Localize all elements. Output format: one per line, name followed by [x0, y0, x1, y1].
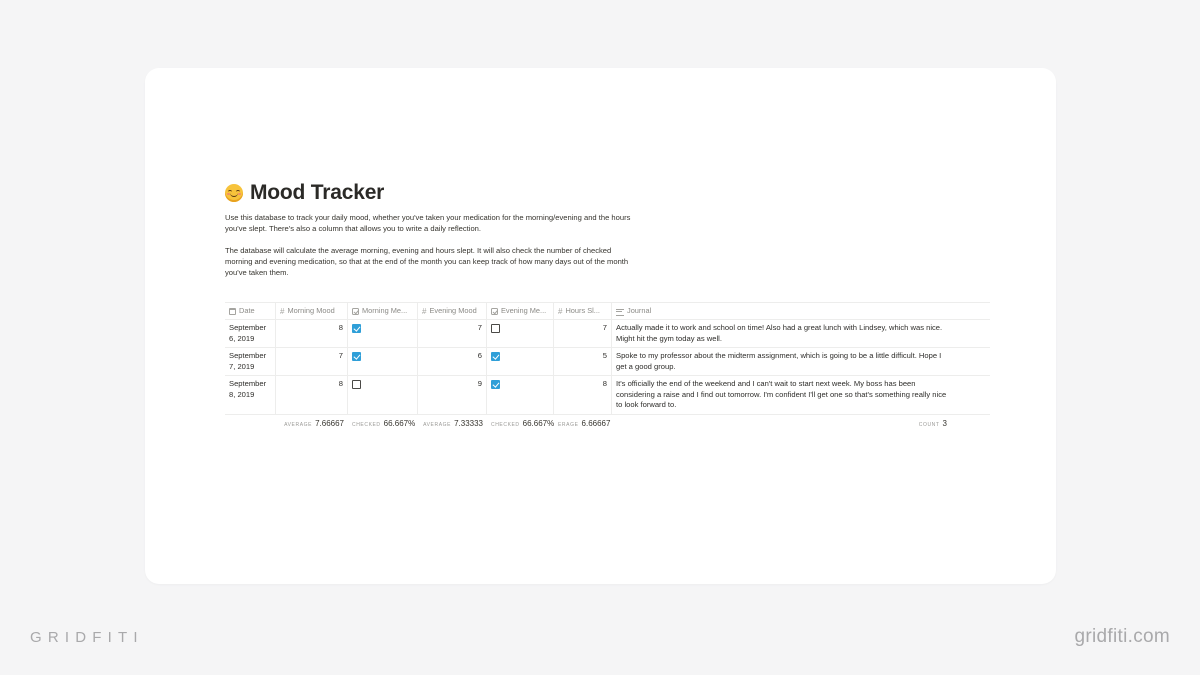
- column-label: Date: [239, 305, 255, 315]
- page-description[interactable]: [225, 212, 635, 278]
- table-row[interactable]: [225, 320, 990, 348]
- column-label: Morning Me...: [362, 305, 408, 315]
- morning-med-checkbox[interactable]: [352, 380, 361, 389]
- database-table: [225, 302, 990, 431]
- journal-text: Actually made it to work and school on time! Also had a great lunch with Lindsey, which was nice. Might hit the gym today as well.: [616, 323, 943, 343]
- calc-label: CHECKED: [352, 421, 381, 428]
- column-label: Evening Me...: [501, 305, 547, 315]
- morning-med-cell: [348, 348, 418, 375]
- column-header-evening-mood[interactable]: [418, 303, 487, 319]
- journal-cell[interactable]: [612, 376, 990, 414]
- evening-med-cell: [487, 376, 554, 414]
- column-header-hours-slept[interactable]: [554, 303, 612, 319]
- morning-mood-cell[interactable]: 7: [276, 348, 348, 375]
- emoji-mouth: [230, 193, 238, 197]
- footer-evening-med[interactable]: [487, 419, 554, 428]
- evening-mood-cell[interactable]: 6: [418, 348, 487, 375]
- column-header-journal[interactable]: [612, 303, 990, 319]
- column-label: Evening Mood: [429, 305, 477, 315]
- date-cell[interactable]: September 6, 2019: [225, 320, 276, 347]
- evening-med-cell: [487, 348, 554, 375]
- hash-icon: #: [558, 306, 563, 316]
- description-paragraph[interactable]: Use this database to track your daily mood, whether you've taken your medication for the morning/evening and the hours you've slept. There's also a column that allows you to write a daily reflection.: [225, 213, 631, 233]
- morning-mood-cell[interactable]: 8: [276, 320, 348, 347]
- hash-icon: #: [422, 306, 427, 316]
- checkbox-icon: [491, 308, 498, 315]
- evening-med-checkbox[interactable]: [491, 324, 500, 333]
- table-row[interactable]: [225, 376, 990, 415]
- brand-wordmark: GRIDFITI: [30, 629, 144, 646]
- emoji-cheek: [238, 193, 241, 195]
- column-header-morning-medication[interactable]: [348, 303, 418, 319]
- column-label: Morning Mood: [287, 305, 335, 315]
- date-cell[interactable]: September 7, 2019: [225, 348, 276, 375]
- journal-text: It's officially the end of the weekend and I can't wait to start next week. My boss has been considering a raise and I find out tomorrow. I'm confident I'll get one so that's something really nice to look forward to.: [616, 379, 947, 409]
- smiling-face-icon[interactable]: [225, 184, 243, 202]
- table-row[interactable]: [225, 348, 990, 376]
- hours-slept-cell[interactable]: 8: [554, 376, 612, 414]
- morning-med-checkbox[interactable]: [352, 324, 361, 333]
- hours-slept-cell[interactable]: 7: [554, 320, 612, 347]
- notion-page: [225, 181, 990, 428]
- calc-value: 6.66667: [581, 418, 611, 428]
- journal-text: Spoke to my professor about the midterm assignment, which is going to be a little difficult. Hope I get a good group.: [616, 351, 942, 371]
- page-title[interactable]: Mood Tracker: [250, 181, 385, 204]
- column-header-morning-mood[interactable]: [276, 303, 348, 319]
- calc-label: AVERAGE: [423, 421, 452, 428]
- journal-cell[interactable]: [612, 348, 990, 375]
- morning-med-cell: [348, 320, 418, 347]
- calc-label: CHECKED: [491, 421, 520, 428]
- calendar-icon: [229, 308, 236, 315]
- hours-slept-cell[interactable]: 5: [554, 348, 612, 375]
- calc-value: 66.667%: [522, 418, 554, 428]
- date-cell[interactable]: September 8, 2019: [225, 376, 276, 414]
- calc-value: 7.66667: [315, 418, 344, 428]
- brand-url: gridfiti.com: [1074, 626, 1170, 647]
- table-body: [225, 320, 990, 415]
- column-label: Hours Sl...: [565, 305, 600, 315]
- evening-med-checkbox[interactable]: [491, 380, 500, 389]
- footer-morning-med[interactable]: [348, 419, 418, 428]
- calc-label: ERAGE: [558, 421, 579, 428]
- evening-med-cell: [487, 320, 554, 347]
- morning-med-cell: [348, 376, 418, 414]
- column-header-date[interactable]: [225, 303, 276, 319]
- morning-med-checkbox[interactable]: [352, 352, 361, 361]
- description-paragraph[interactable]: The database will calculate the average morning, evening and hours slept. It will also check the number of checked morning and evening medication, so that at the end of the month you can keep track of how many days out of the month you've taken them.: [225, 246, 629, 277]
- calc-label: AVERAGE: [284, 421, 313, 428]
- text-icon: [616, 308, 624, 315]
- evening-mood-cell[interactable]: 9: [418, 376, 487, 414]
- footer-hours-slept[interactable]: [554, 419, 612, 428]
- title-row: [225, 181, 990, 205]
- table-footer-calculations: [225, 415, 990, 431]
- evening-med-checkbox[interactable]: [491, 352, 500, 361]
- table-header: [225, 302, 990, 320]
- evening-mood-cell[interactable]: 7: [418, 320, 487, 347]
- footer-morning-mood[interactable]: [276, 419, 348, 428]
- morning-mood-cell[interactable]: 8: [276, 376, 348, 414]
- calc-value: 3: [942, 418, 947, 428]
- hash-icon: #: [280, 306, 285, 316]
- footer-evening-mood[interactable]: [418, 419, 487, 428]
- page-card: [145, 68, 1056, 584]
- calc-value: 7.33333: [454, 418, 483, 428]
- column-label: Journal: [627, 305, 652, 315]
- journal-cell[interactable]: [612, 320, 990, 347]
- checkbox-icon: [352, 308, 359, 315]
- calc-value: 66.667%: [383, 418, 416, 428]
- column-header-evening-medication[interactable]: [487, 303, 554, 319]
- footer-journal[interactable]: [612, 419, 990, 428]
- calc-label: COUNT: [918, 421, 940, 428]
